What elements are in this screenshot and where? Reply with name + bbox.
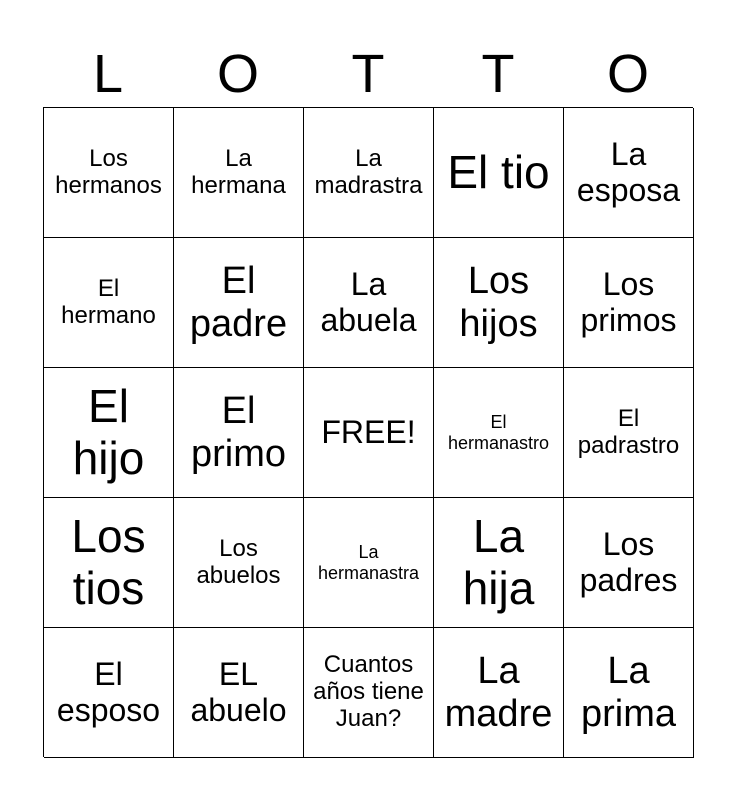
board-cell[interactable] <box>434 108 564 238</box>
cell-label: EL abuelo <box>190 655 287 728</box>
cell-label: La hermana <box>191 144 286 199</box>
board-cell[interactable] <box>44 628 174 758</box>
cell-label: Cuantos años tiene Juan? <box>313 651 424 732</box>
cell-label: La prima <box>580 649 677 735</box>
board-cell[interactable] <box>174 238 304 368</box>
cell-label: Los primos <box>580 265 677 338</box>
cell-label: Los tios <box>71 509 146 614</box>
cell-label: Los padres <box>579 525 678 598</box>
board-cell[interactable] <box>174 108 304 238</box>
cell-label: El hermanastro <box>447 412 550 453</box>
board-cell[interactable] <box>564 108 694 238</box>
title-letter: O <box>606 44 649 104</box>
free-space-cell[interactable] <box>304 368 434 498</box>
board-cell[interactable] <box>564 498 694 628</box>
cell-label: La abuela <box>320 265 417 338</box>
title-letter: O <box>216 44 259 104</box>
board-cell[interactable] <box>304 498 434 628</box>
board-cell[interactable] <box>304 108 434 238</box>
cell-label: La madrastra <box>314 144 423 199</box>
title-letter: L <box>92 44 124 104</box>
board-cell[interactable] <box>174 498 304 628</box>
board-cell[interactable] <box>434 628 564 758</box>
board-cell[interactable] <box>174 368 304 498</box>
board-cell[interactable] <box>434 498 564 628</box>
board-cell[interactable] <box>44 108 174 238</box>
board-cell[interactable] <box>564 368 694 498</box>
board-cell[interactable] <box>174 628 304 758</box>
board-cell[interactable] <box>304 238 434 368</box>
board-cell[interactable] <box>44 368 174 498</box>
board-cell[interactable] <box>434 238 564 368</box>
board-cell[interactable] <box>44 238 174 368</box>
cell-label: El tio <box>447 145 550 198</box>
cell-label: El padrastro <box>577 404 680 459</box>
lotto-title <box>43 40 693 108</box>
cell-label: La madre <box>444 649 553 735</box>
cell-label: La hija <box>462 509 535 614</box>
cell-label: Los hijos <box>459 259 538 345</box>
board-cell[interactable] <box>304 628 434 758</box>
title-letter: T <box>351 44 385 104</box>
free-space-label: FREE! <box>321 413 416 450</box>
board-cell[interactable] <box>564 238 694 368</box>
cell-label: El esposo <box>56 655 161 728</box>
board-cell[interactable] <box>564 628 694 758</box>
cell-label: La hermanastra <box>317 542 420 583</box>
board-cell[interactable] <box>44 498 174 628</box>
lotto-board <box>43 107 693 757</box>
board-cell[interactable] <box>434 368 564 498</box>
title-letter: T <box>481 44 515 104</box>
cell-label: El padre <box>189 259 288 345</box>
cell-label: El hijo <box>72 379 145 484</box>
cell-label: El hermano <box>61 274 156 329</box>
cell-label: El primo <box>190 389 287 475</box>
cell-label: Los abuelos <box>196 534 281 589</box>
cell-label: La esposa <box>576 135 681 208</box>
cell-label: Los hermanos <box>55 144 162 199</box>
